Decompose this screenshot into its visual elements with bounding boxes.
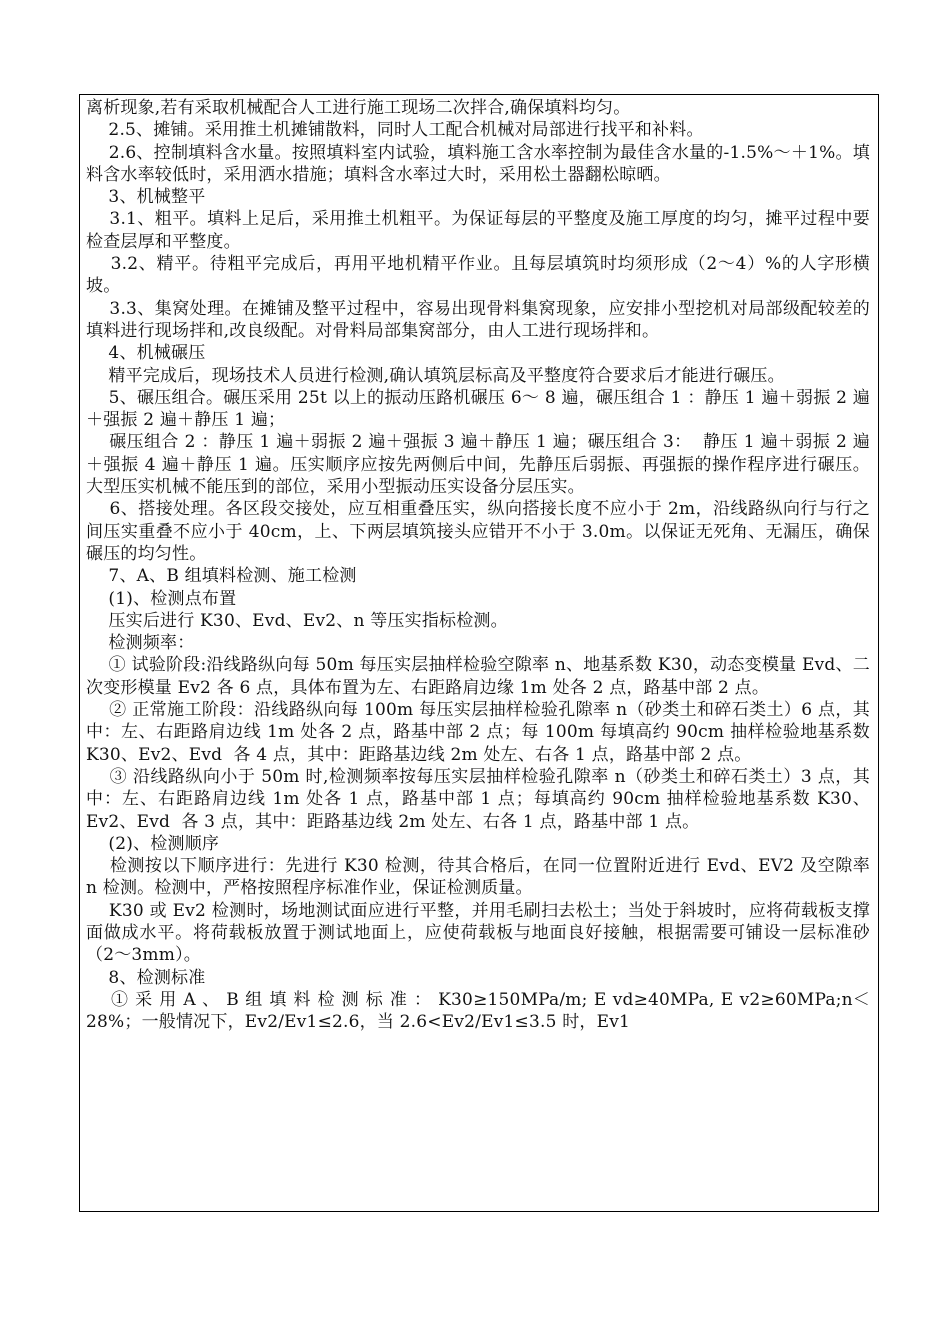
paragraph: 检测频率： — [86, 633, 195, 654]
list-item: ② 正常施工阶段：沿线路纵向每 100m 每压实层抽样检验孔隙率 n（砂类土和碎石类土）6 点，其中：左、右距路肩边线 1m 处各 2 点，路基中部 2 点；每 100m 每填高约 90cm 抽样检验地基系数 K30、Ev2、Evd 各 4 点，其中：距路基边线 2m 处左、右各 1 点，路基中部 2 点。 — [86, 700, 876, 765]
paragraph: 3.1、粗平。填料上足后，采用推土机粗平。为保证每层的平整度及施工厚度的均匀，摊平过程中要检查层厚和平整度。 — [86, 209, 870, 252]
paragraph: 精平完成后，现场技术人员进行检测,确认填筑层标高及平整度符合要求后才能进行碾压。 — [86, 365, 785, 386]
document-content-frame — [79, 94, 879, 1212]
paragraph: 碾压组合 2 ：静压 1 遍＋弱振 2 遍＋强振 3 遍＋静压 1 遍；碾压组合 3： 静压 1 遍＋弱振 2 遍＋强振 4 遍＋静压 1 遍。压实顺序应按先两侧后中间，先静压后弱振、再强振的操作程序进行碾压。大型压实机械不能压到的部位，采用小型振动压实设备分层压实。 — [86, 432, 870, 498]
paragraph: 5、碾压组合。碾压采用 25t 以上的振动压路机碾压 6～ 8 遍，碾压组合 1 ：静压 1 遍＋弱振 2 遍＋强振 2 遍＋静压 1 遍； — [86, 387, 870, 431]
list-item: ① 采 用 A 、 B 组 填 料 检 测 标 准 ： K30≥150MPa/m; E vd≥40MPa, E v2≥60MPa;n＜28%；一般情况下，Ev2/Ev1≤2.6，当 2.6<Ev2/Ev1≤3.5 时，Ev1 — [86, 989, 870, 1033]
paragraph: 2.6、控制填料含水量。按照填料室内试验，填料施工含水率控制为最佳含水量的-1.5%～＋1%。填料含水率较低时，采用洒水措施；填料含水率过大时，采用松土器翻松晾晒。 — [86, 142, 870, 185]
paragraph: K30 或 Ev2 检测时，场地测试面应进行平整，并用毛刷扫去松土；当处于斜坡时，应将荷载板支撑面做成水平。将荷载板放置于测试地面上，应使荷载板与地面良好接触，根据需要可铺设一层标准砂（2～3mm）。 — [86, 900, 870, 966]
section-heading: 7、A、B 组填料检测、施工检测 — [86, 566, 357, 587]
paragraph: 2.5、摊铺。采用推土机摊铺散料，同时人工配合机械对局部进行找平和补料。 — [86, 120, 704, 141]
subsection-heading: (1)、检测点布置 — [86, 588, 237, 609]
section-heading: 8、检测标准 — [86, 967, 206, 988]
paragraph: 离析现象,若有采取机械配合人工进行施工现场二次拌合,确保填料均匀。 — [86, 98, 631, 118]
section-heading: 4、机械碾压 — [86, 343, 206, 364]
section-heading: 3、机械整平 — [86, 187, 206, 208]
subsection-heading: (2)、检测顺序 — [86, 833, 220, 854]
paragraph: 压实后进行 K30、Evd、Ev2、n 等压实指标检测。 — [86, 610, 508, 631]
paragraph: 3.3、集窝处理。在摊铺及整平过程中，容易出现骨料集窝现象，应安排小型挖机对局部级配较差的填料进行现场拌和,改良级配。对骨料局部集窝部分，由人工进行现场拌和。 — [86, 298, 870, 341]
paragraph: 6、搭接处理。各区段交接处，应互相重叠压实，纵向搭接长度不应小于 2m，沿线路纵向行与行之间压实重叠不应小于 40cm，上、下两层填筑接头应错开不小于 3.0m。以保证无死角、无漏压，确保碾压的均匀性。 — [86, 499, 871, 564]
list-item: ③ 沿线路纵向小于 50m 时,检测频率按每压实层抽样检验孔隙率 n（砂类土和碎石类土）3 点，其中：左、右距路肩边线 1m 处各 1 点，路基中部 1 点；每填高约 90cm 抽样检验地基系数 K30、Ev2、Evd 各 3 点，其中：距路基边线 2m 处左、右各 1 点，路基中部 1 点。 — [86, 766, 870, 832]
paragraph: 检测按以下顺序进行：先进行 K30 检测，待其合格后，在同一位置附近进行 Evd、EV2 及空隙率 n 检测。检测中，严格按照程序标准作业，保证检测质量。 — [86, 856, 876, 899]
list-item: ① 试验阶段:沿线路纵向每 50m 每压实层抽样检验空隙率 n、地基系数 K30，动态变模量 Evd、二次变形模量 Ev2 各 6 点，具体布置为左、右距路肩边缘 1m 处各 2 点，路基中部 2 点。 — [86, 655, 870, 698]
paragraph: 3.2、精平。待粗平完成后，再用平地机精平作业。且每层填筑时均须形成（2～4）%的人字形横坡。 — [86, 254, 870, 297]
